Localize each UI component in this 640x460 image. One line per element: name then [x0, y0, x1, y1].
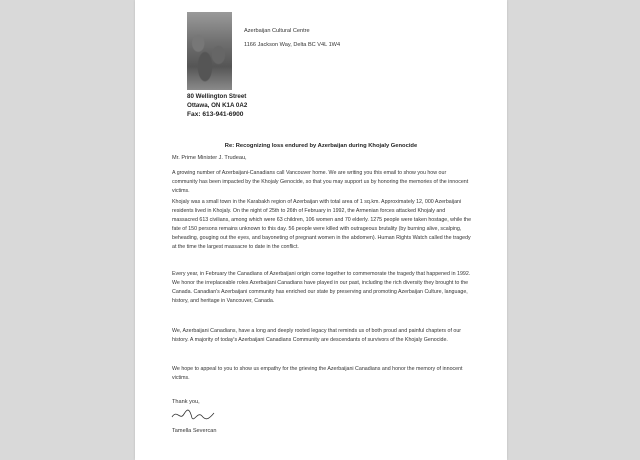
recipient-address [187, 92, 247, 110]
paragraph-history: Khojaly was a small town in the Karabakh region of Azerbaijan with total area of 1 sq.km. Approximately 12, 000 Azerbaijani residents lived in Khojaly. On the night of 25th to 26th of February in 1992, the Armenian forces attacked Khojaly and massacred 613 civilians, among which were 63 children, 106 women and 70 elderly. 1275 people were taken hostage, while the fate of 150 persons remains unknown to this day. 56 people were killed with outrageous brutality (by burning alive, scalping, beheading, gouging out the eyes, and bayoneting of pregnant women in the abdomen). Human Rights Watch called the tragedy at the time the largest massacre to date in the conflict. [172, 199, 472, 250]
paragraph-legacy: We, Azerbaijani Canadians, have a long and deeply rooted legacy that reminds us of both proud and painful chapters of our history. A majority of today's Azerbaijani Canadians Community are descendants of survivors of the Khojaly Genocide. [172, 328, 462, 343]
closing: Thank you, [172, 399, 200, 405]
recipient-street: 80 Wellington Street [187, 93, 247, 100]
letter-page [135, 0, 507, 460]
salutation: Mr. Prime Minister J. Trudeau, [172, 155, 247, 161]
paragraph-commemoration: Every year, in February the Canadians of Azerbaijani origin come together to commemorate the tragedy that happened in 1992. We honor the irreplaceable roles Azerbaijani Canadians have played in our past, including the rich diversity they brought to the Canada. Canadian's Azerbaijani community has enriched our state by preserving and promoting Azerbaijan Culture, language, history, and heritage in Vancouver, Canada. [172, 271, 471, 304]
paragraph-appeal: We hope to appeal to you to show us empathy for the grieving the Azerbaijani Canadians and honor the memory of innocent victims. [172, 366, 463, 381]
letterhead-photo [187, 12, 232, 90]
sender-address: 1166 Jackson Way, Delta BC V4L 1W4 [244, 42, 341, 48]
paragraph-intro: A growing number of Azerbaijani-Canadians call Vancouver home. We are writing you this email to show you how our community has been impacted by the Khojaly Genocide, so that you may support us by honoring the memories of the innocent victims. [172, 170, 469, 194]
sender-organization: Azerbaijan Cultural Centre [244, 28, 310, 34]
recipient-fax: Fax: 613-941-6900 [187, 111, 244, 118]
signer-name: Tamella Severcan [172, 428, 217, 434]
letter-subject: Re: Recognizing loss endured by Azerbaijan during Khojaly Genocide [224, 143, 418, 149]
recipient-city: Ottawa, ON K1A 0A2 [187, 102, 248, 109]
signature-scribble [171, 407, 215, 423]
